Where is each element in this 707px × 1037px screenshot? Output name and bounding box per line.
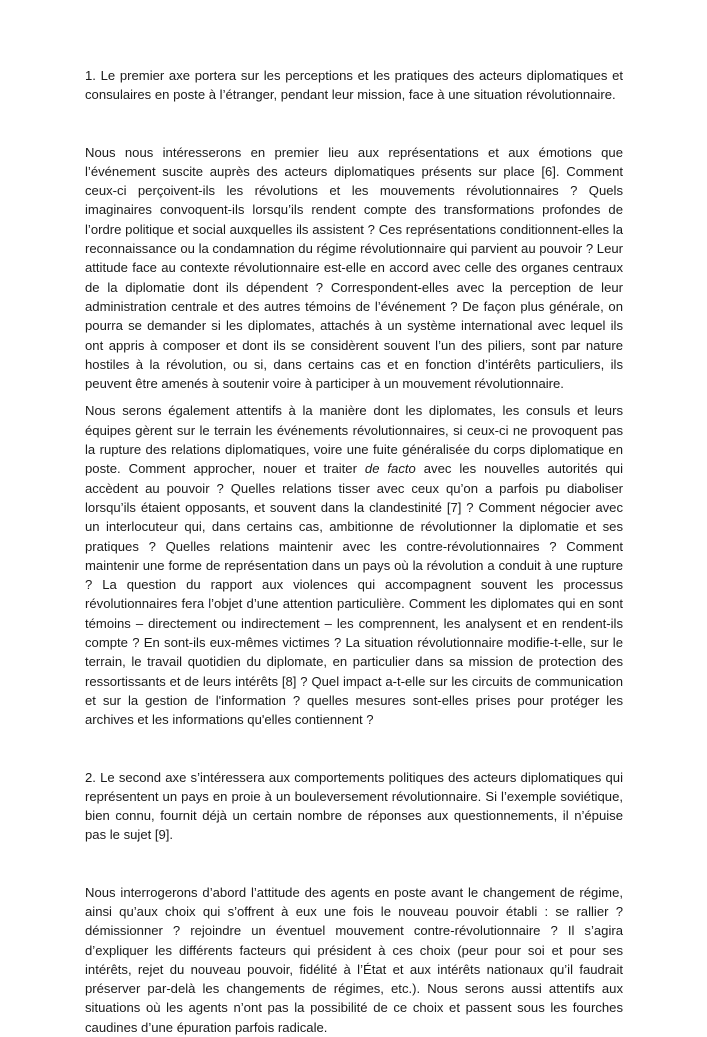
paragraph-field-management-part1: Nous serons également attentifs à la manière dont les diplomates, les consuls et leurs équipes gèrent sur le terrain les événements révolutionnaires, si ceux-ci ne provoquent pas la rupture des relations diplomatiques, voire une fuite généralisée du corps diplomatique en poste. Comment approcher, nouer et traiter [85, 403, 623, 477]
italic-de-facto: de facto [364, 461, 416, 477]
paragraph-field-management-part2: avec les nouvelles autorités qui accèdent au pouvoir ? Quelles relations tisser avec ceux qu’on a parfois pu diaboliser lorsqu’ils étaient opposants, et souvent dans la clandestinité [7] ? Comment négocier avec un interlocuteur qui, dans certains cas, ambitionne de révolutionner la diplomatie et ses pratiques ? Quelles relations maintenir avec les contre-révolutionnaires ? Comment maintenir une forme de représentation dans un pays où la révolution a conduit à une rupture ? La question du rapport aux violences qui accompagnent souvent les processus révolutionnaires fera l’objet d’une attention particulière. Comment les diplomates qui en sont témoins – directement ou indirectement – les comprennent, les analysent et en rendent-ils compte ? En sont-ils eux-mêmes victimes ? La situation révolutionnaire modifie-t-elle, sur le terrain, le travail quotidien du diplomate, en particulier dans sa mission de protection des ressortissants et de leurs intérêts [8] ? Quel impact a-t-elle sur les circuits de communication et sur la gestion de l'information ? quelles mesures sont-elles prises pour protéger les archives et les informations qu'elles contiennent ? [85, 461, 623, 728]
paragraph-agent-attitudes: Nous interrogerons d’abord l’attitude des agents en poste avant le changement de régime, ainsi qu’aux choix qui s’offrent à eux une fois le nouveau pouvoir établi : se rallier ? démissionner ? rejoindre un éventuel mouvement contre-révolutionnaire ? Il s’agira d’expliquer les différents facteurs qui président à ces choix (peur pour soi et pour ses intérêts, rejet du nouveau pouvoir, fidélité à l’État et aux intérêts nationaux qu’il faudrait préserver par-delà les changements de régimes, etc.). Nous serons aussi attentifs aux situations où les agents n’ont pas la possibilité de ce choix et passent sous les fourches caudines d’une épuration parfois radicale. [85, 884, 623, 1035]
paragraph-representations: Nous nous intéresserons en premier lieu aux représentations et aux émotions que l’événement suscite auprès des acteurs diplomatiques présents sur place [6]. Comment ceux-ci perçoivent-ils les révolutions et les mouvements révolutionnaires ? Quels imaginaires convoquent-ils lorsqu’ils rendent compte des transformations profondes de l’ordre politique et social auxquelles ils assistent ? Ces représentations conditionnent-elles la reconnaissance ou la condamnation du régime révolutionnaire qui parvient au pouvoir ? Leur attitude face au contexte révolutionnaire est-elle en accord avec celle des organes centraux de la diplomatie dont ils dépendent ? Correspondent-elles avec la perception de leur administration centrale et des autres témoins de l’événement ? De façon plus générale, on pourra se demander si les diplomates, attachés à un système international avec lequel ils ont appris à composer et dont ils se considèrent souvent l’un des piliers, sont par nature hostiles à la révolution, ou si, dans certains cas et en fonction d’intérêts particuliers, ils peuvent être amenés à soutenir voire à participer à un mouvement révolutionnaire. [85, 144, 623, 392]
paragraph-axis-one-intro: 1. Le premier axe portera sur les perceptions et les pratiques des acteurs diplomatiques et consulaires en poste à l’étranger, pendant leur mission, face à une situation révolutionnaire. [85, 68, 623, 103]
paragraph-axis-two-intro: 2. Le second axe s’intéressera aux comportements politiques des acteurs diplomatiques qui représentent un pays en proie à un bouleversement révolutionnaire. Si l’exemple soviétique, bien connu, fournit déjà un certain nombre de réponses aux questionnements, il n’épuise pas le sujet [9]. [85, 769, 623, 843]
paragraph-field-management [85, 401, 623, 729]
document-body [85, 66, 623, 1037]
